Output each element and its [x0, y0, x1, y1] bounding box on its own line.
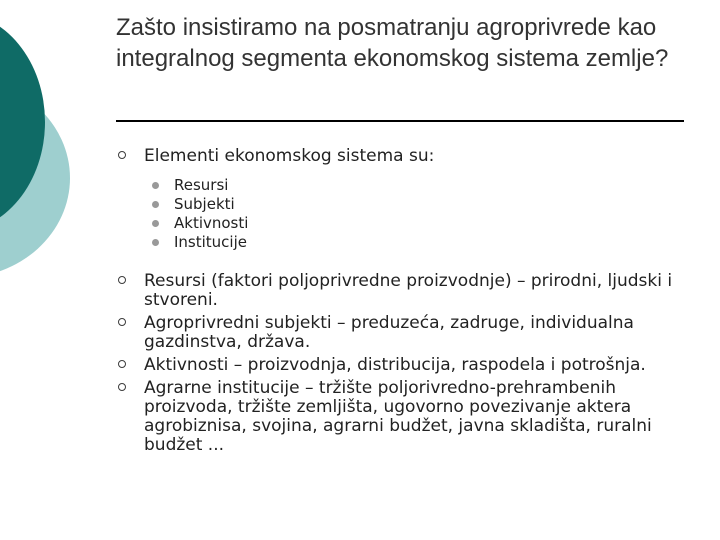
list-item: Aktivnosti – proizvodnja, distribucija, raspodela i potrošnja.	[118, 356, 708, 375]
sub-item: Resursi	[148, 176, 708, 195]
circle-bullet-icon	[118, 318, 126, 326]
slide-content	[118, 147, 708, 455]
sub-item: Institucije	[148, 233, 708, 252]
intro-text: Elementi ekonomskog sistema su:	[144, 146, 435, 166]
circle-bullet-icon	[118, 360, 126, 368]
circle-bullet-icon	[118, 276, 126, 284]
slide-title: Zašto insistiramo na posmatranju agroprivrede kao integralnog segmenta ekonomskog sistema zemlje?	[116, 14, 669, 72]
dot-bullet-icon	[152, 220, 159, 227]
list-item: Resursi (faktori poljoprivredne proizvodnje) – prirodni, ljudski i stvoreni.	[118, 272, 708, 310]
dot-bullet-icon	[152, 182, 159, 189]
sub-item: Aktivnosti	[148, 214, 708, 233]
circle-bullet-icon	[118, 383, 126, 391]
circle-bullet-icon	[118, 151, 126, 159]
sub-item: Subjekti	[148, 195, 708, 214]
dot-bullet-icon	[152, 201, 159, 208]
title-divider	[116, 120, 684, 122]
list-item: Agroprivredni subjekti – preduzeća, zadruge, individualna gazdinstva, država.	[118, 314, 708, 352]
dot-bullet-icon	[152, 239, 159, 246]
sub-list	[148, 176, 708, 252]
intro-item	[118, 147, 708, 166]
list-item: Agrarne institucije – tržište poljorivredno-prehrambenih proizvoda, tržište zemljišta, ugovorno povezivanje aktera agrobiznisa, svojina, agrarni budžet, javna skladišta, ruralni budžet ...	[118, 379, 708, 455]
